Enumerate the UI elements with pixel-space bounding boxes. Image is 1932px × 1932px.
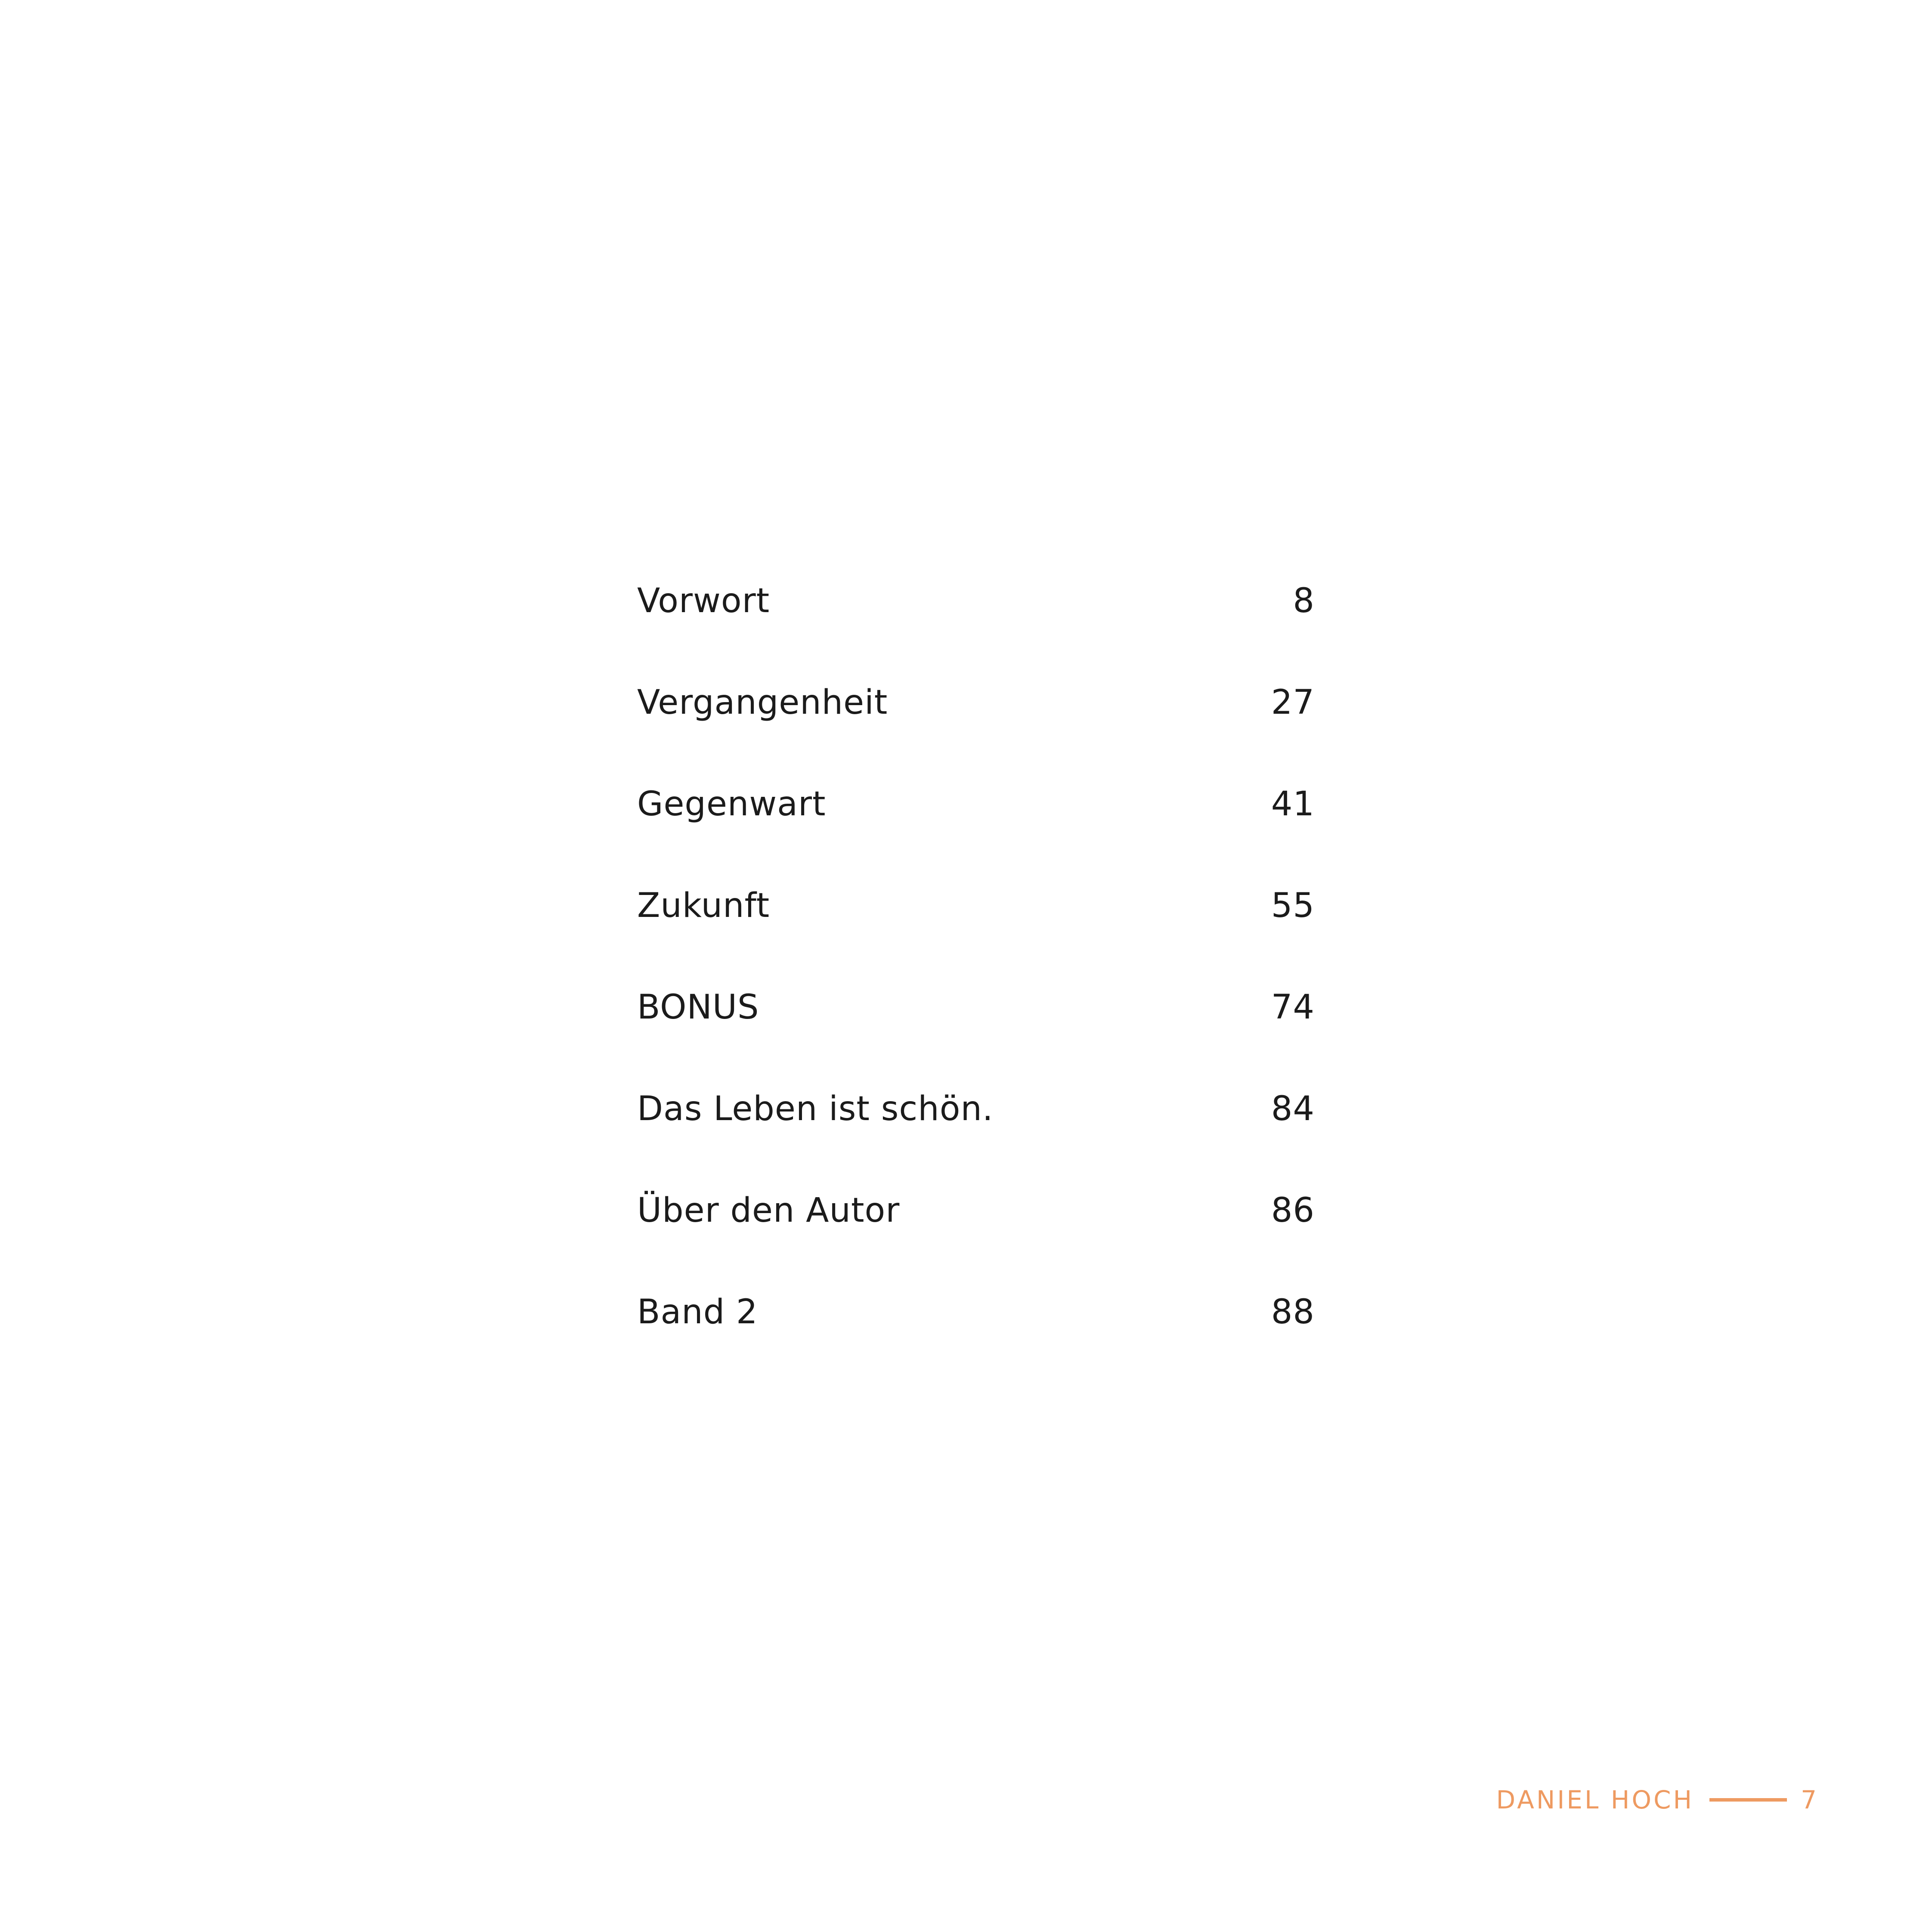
toc-entry-title: Über den Autor [637,1191,900,1230]
toc-entry-title: Vorwort [637,582,770,620]
toc-entry-title: Das Leben ist schön. [637,1090,994,1128]
toc-entry-page: 84 [1271,1090,1315,1128]
footer-author: DANIEL HOCH [1496,1785,1694,1814]
toc-entry-page: 88 [1271,1293,1315,1331]
toc-entry-page: 55 [1271,886,1315,925]
page-number: 7 [1801,1785,1817,1814]
toc-entry-title: Band 2 [637,1293,758,1331]
footer-rule [1709,1798,1787,1802]
table-of-contents [637,575,1315,1388]
toc-entry-page: 27 [1271,683,1315,722]
toc-entry-vergangenheit [637,677,1315,778]
toc-entry-ueber-den-autor [637,1185,1315,1286]
toc-entry-title: Gegenwart [637,785,826,824]
toc-entry-page: 41 [1271,785,1315,824]
toc-entry-das-leben-ist-schoen [637,1083,1315,1185]
toc-entry-page: 86 [1271,1191,1315,1230]
toc-entry-gegenwart [637,778,1315,880]
toc-entry-page: 74 [1271,988,1315,1027]
page-footer [1496,1776,1817,1824]
toc-entry-bonus [637,981,1315,1083]
toc-entry-page: 8 [1293,582,1315,620]
toc-entry-zukunft [637,880,1315,981]
toc-entry-title: BONUS [637,988,759,1027]
toc-entry-title: Zukunft [637,886,770,925]
toc-entry-band-2 [637,1286,1315,1388]
toc-entry-vorwort [637,575,1315,677]
toc-entry-title: Vergangenheit [637,683,888,722]
